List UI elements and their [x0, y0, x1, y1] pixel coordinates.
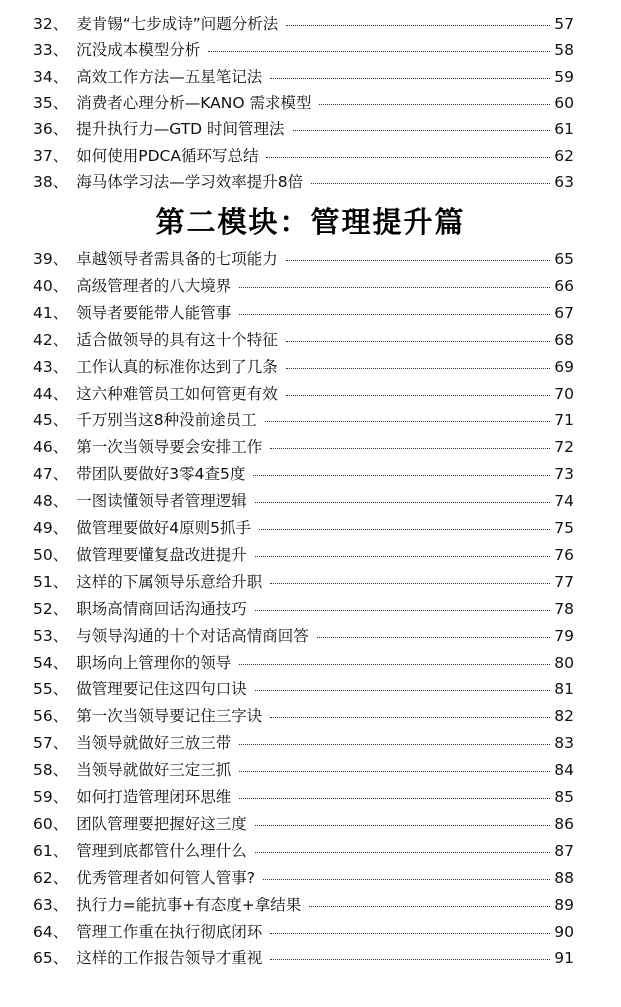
toc-entry-number: 42、 — [33, 331, 69, 349]
toc-entry-page-number: 85 — [554, 788, 574, 806]
toc-entry-page-number: 61 — [554, 120, 574, 138]
toc-entry-page-number: 60 — [554, 94, 574, 112]
toc-entry-title: 管理到底都管什么理什么 — [76, 842, 247, 860]
dotted-leader — [239, 287, 550, 288]
dotted-leader — [255, 502, 551, 503]
toc-entry-title: 做管理要做好4原则5抓手 — [76, 519, 251, 537]
toc-entry-title: 第一次当领导要记住三字诀 — [76, 707, 263, 725]
toc-entry-page-number: 63 — [554, 173, 574, 191]
toc-entry-number: 58、 — [33, 761, 69, 779]
toc-entry — [33, 273, 574, 299]
toc-entry-title: 工作认真的标准你达到了几条 — [76, 358, 278, 376]
toc-entry-number: 61、 — [33, 842, 69, 860]
dotted-leader — [259, 529, 550, 530]
toc-entry-title: 做管理要懂复盘改进提升 — [76, 546, 247, 564]
toc-entry — [33, 327, 574, 353]
dotted-leader — [239, 744, 550, 745]
toc-entry — [33, 838, 574, 864]
toc-entry-number: 45、 — [33, 411, 69, 429]
toc-entry-page-number: 68 — [554, 331, 574, 349]
toc-entry-page-number: 71 — [554, 411, 574, 429]
toc-entry-title: 如何打造管理闭环思维 — [76, 788, 232, 806]
toc-entry-number: 56、 — [33, 707, 69, 725]
toc-entry — [33, 811, 574, 837]
toc-entry-number: 38、 — [33, 173, 69, 191]
toc-entry-number: 64、 — [33, 923, 69, 941]
toc-entry-page-number: 75 — [554, 519, 574, 537]
dotted-leader — [270, 933, 550, 934]
toc-entry-page-number: 66 — [554, 277, 574, 295]
toc-entry-page-number: 87 — [554, 842, 574, 860]
dotted-leader — [309, 906, 550, 907]
toc-entry-page-number: 76 — [554, 546, 574, 564]
toc-entry-number: 65、 — [33, 949, 69, 967]
toc-entry-title: 带团队要做好3零4查5度 — [76, 465, 246, 483]
toc-entry-number: 54、 — [33, 654, 69, 672]
toc-entry-number: 63、 — [33, 896, 69, 914]
toc-entry-number: 43、 — [33, 358, 69, 376]
toc-entry — [33, 354, 574, 380]
toc-entry-title: 与领导沟通的十个对话高情商回答 — [76, 627, 309, 645]
toc-entry-title: 执行力=能抗事+有态度+拿结果 — [76, 896, 302, 914]
dotted-leader — [239, 771, 550, 772]
toc-entry-title: 千万别当这8种没前途员工 — [76, 411, 257, 429]
toc-entry — [33, 650, 574, 676]
toc-entry-number: 62、 — [33, 869, 69, 887]
toc-entry-number: 50、 — [33, 546, 69, 564]
toc-entry — [33, 569, 574, 595]
toc-entry — [33, 892, 574, 918]
toc-entry-number: 40、 — [33, 277, 69, 295]
toc-entry-title: 团队管理要把握好这三度 — [76, 815, 247, 833]
toc-entry — [33, 865, 574, 891]
toc-entry-number: 53、 — [33, 627, 69, 645]
dotted-leader — [319, 104, 550, 105]
toc-entry-number: 39、 — [33, 250, 69, 268]
toc-entry — [33, 143, 574, 169]
toc-entry-page-number: 82 — [554, 707, 574, 725]
dotted-leader — [311, 183, 550, 184]
section-heading: 第二模块：管理提升篇 — [155, 205, 466, 239]
toc-entry-title: 领导者要能带人能管事 — [76, 304, 232, 322]
toc-entry-title: 职场高情商回话沟通技巧 — [76, 600, 247, 618]
toc-entry-number: 48、 — [33, 492, 69, 510]
toc-entry-page-number: 84 — [554, 761, 574, 779]
toc-entry-title: 这六种难管员工如何管更有效 — [76, 385, 278, 403]
toc-entry — [33, 542, 574, 568]
toc-entry — [33, 515, 574, 541]
toc-entry-page-number: 79 — [554, 627, 574, 645]
dotted-leader — [239, 314, 550, 315]
dotted-leader — [270, 583, 550, 584]
dotted-leader — [286, 368, 551, 369]
dotted-leader — [270, 717, 550, 718]
toc-entry-title: 消费者心理分析—KANO 需求模型 — [76, 94, 312, 112]
toc-entry — [33, 703, 574, 729]
toc-entry-number: 44、 — [33, 385, 69, 403]
dotted-leader — [255, 825, 551, 826]
toc-entry-page-number: 90 — [554, 923, 574, 941]
toc-entry — [33, 116, 574, 142]
toc-entry-number: 35、 — [33, 94, 69, 112]
toc-entry — [33, 945, 574, 971]
toc-entry — [33, 488, 574, 514]
toc-entry-page-number: 77 — [554, 573, 574, 591]
toc-entry-page-number: 80 — [554, 654, 574, 672]
toc-entry — [33, 381, 574, 407]
toc-entry — [33, 246, 574, 272]
toc-entry-page-number: 72 — [554, 438, 574, 456]
toc-entry-page-number: 74 — [554, 492, 574, 510]
toc-entry-number: 36、 — [33, 120, 69, 138]
toc-entry — [33, 169, 574, 195]
dotted-leader — [270, 959, 550, 960]
toc-entry — [33, 596, 574, 622]
toc-entry-title: 海马体学习法—学习效率提升8倍 — [76, 173, 304, 191]
toc-entry — [33, 676, 574, 702]
toc-entry-number: 52、 — [33, 600, 69, 618]
toc-entry-page-number: 57 — [554, 15, 574, 33]
toc-entry-title: 卓越领导者需具备的七项能力 — [76, 250, 278, 268]
toc-entry-page-number: 58 — [554, 41, 574, 59]
toc-entry-page-number: 65 — [554, 250, 574, 268]
toc-entry-page-number: 67 — [554, 304, 574, 322]
toc-entry — [33, 434, 574, 460]
toc-entry-title: 管理工作重在执行彻底闭环 — [76, 923, 263, 941]
toc-entry-number: 37、 — [33, 147, 69, 165]
toc-entry-page-number: 69 — [554, 358, 574, 376]
toc-entry — [33, 11, 574, 37]
toc-entry-title: 如何使用PDCA循环写总结 — [76, 147, 259, 165]
toc-entry-number: 49、 — [33, 519, 69, 537]
toc-entry-number: 47、 — [33, 465, 69, 483]
toc-entry-page-number: 62 — [554, 147, 574, 165]
toc-entry-title: 当领导就做好三定三抓 — [76, 761, 232, 779]
toc-entry-title: 第一次当领导要会安排工作 — [76, 438, 263, 456]
toc-entry-page-number: 89 — [554, 896, 574, 914]
toc-entry-title: 一图读懂领导者管理逻辑 — [76, 492, 247, 510]
toc-entry-number: 46、 — [33, 438, 69, 456]
toc-entry — [33, 730, 574, 756]
dotted-leader — [293, 130, 551, 131]
toc-entry-page-number: 78 — [554, 600, 574, 618]
toc-entry-number: 41、 — [33, 304, 69, 322]
dotted-leader — [255, 556, 551, 557]
toc-entry-title: 优秀管理者如何管人管事? — [76, 869, 255, 887]
toc-entry — [33, 623, 574, 649]
toc-entry — [33, 64, 574, 90]
dotted-leader — [263, 879, 550, 880]
toc-entry-title: 这样的下属领导乐意给升职 — [76, 573, 263, 591]
dotted-leader — [286, 260, 551, 261]
toc-entry-title: 高效工作方法—五星笔记法 — [76, 68, 263, 86]
toc-entry-page-number: 91 — [554, 949, 574, 967]
dotted-leader — [239, 664, 550, 665]
dotted-leader — [239, 798, 550, 799]
toc-entry-page-number: 70 — [554, 385, 574, 403]
dotted-leader — [286, 341, 551, 342]
toc-entry-title: 这样的工作报告领导才重视 — [76, 949, 263, 967]
toc-entry-title: 麦肯锡“七步成诗”问题分析法 — [76, 15, 279, 33]
toc-entry-title: 提升执行力—GTD 时间管理法 — [76, 120, 285, 138]
dotted-leader — [317, 637, 551, 638]
toc-entry-number: 32、 — [33, 15, 69, 33]
dotted-leader — [255, 690, 551, 691]
dotted-leader — [266, 157, 550, 158]
dotted-leader — [253, 475, 550, 476]
toc-entry-page-number: 81 — [554, 680, 574, 698]
toc-entry — [33, 919, 574, 945]
toc-entry-number: 59、 — [33, 788, 69, 806]
dotted-leader — [270, 448, 550, 449]
toc-entry-title: 高级管理者的八大境界 — [76, 277, 232, 295]
toc-entry-title: 做管理要记住这四句口诀 — [76, 680, 247, 698]
toc-entry — [33, 461, 574, 487]
toc-entry — [33, 757, 574, 783]
toc-entry — [33, 37, 574, 63]
toc-entry-title: 沉没成本模型分析 — [76, 41, 201, 59]
toc-entry-number: 51、 — [33, 573, 69, 591]
dotted-leader — [270, 78, 550, 79]
dotted-leader — [255, 610, 551, 611]
toc-entry-title: 职场向上管理你的领导 — [76, 654, 232, 672]
dotted-leader — [208, 51, 550, 52]
toc-entry — [33, 784, 574, 810]
toc-entry — [33, 407, 574, 433]
toc-entry-page-number: 86 — [554, 815, 574, 833]
toc-entry-title: 适合做领导的具有这十个特征 — [76, 331, 278, 349]
toc-entry-number: 34、 — [33, 68, 69, 86]
dotted-leader — [286, 395, 551, 396]
toc-entry-number: 55、 — [33, 680, 69, 698]
toc-entry — [33, 90, 574, 116]
toc-entry-number: 57、 — [33, 734, 69, 752]
toc-entry-page-number: 73 — [554, 465, 574, 483]
toc-entry-page-number: 83 — [554, 734, 574, 752]
toc-entry-page-number: 88 — [554, 869, 574, 887]
dotted-leader — [265, 421, 551, 422]
toc-entry-page-number: 59 — [554, 68, 574, 86]
dotted-leader — [255, 852, 551, 853]
toc-entry-title: 当领导就做好三放三带 — [76, 734, 232, 752]
toc-entry — [33, 300, 574, 326]
dotted-leader — [286, 25, 550, 26]
toc-entry-number: 60、 — [33, 815, 69, 833]
toc-entry-number: 33、 — [33, 41, 69, 59]
